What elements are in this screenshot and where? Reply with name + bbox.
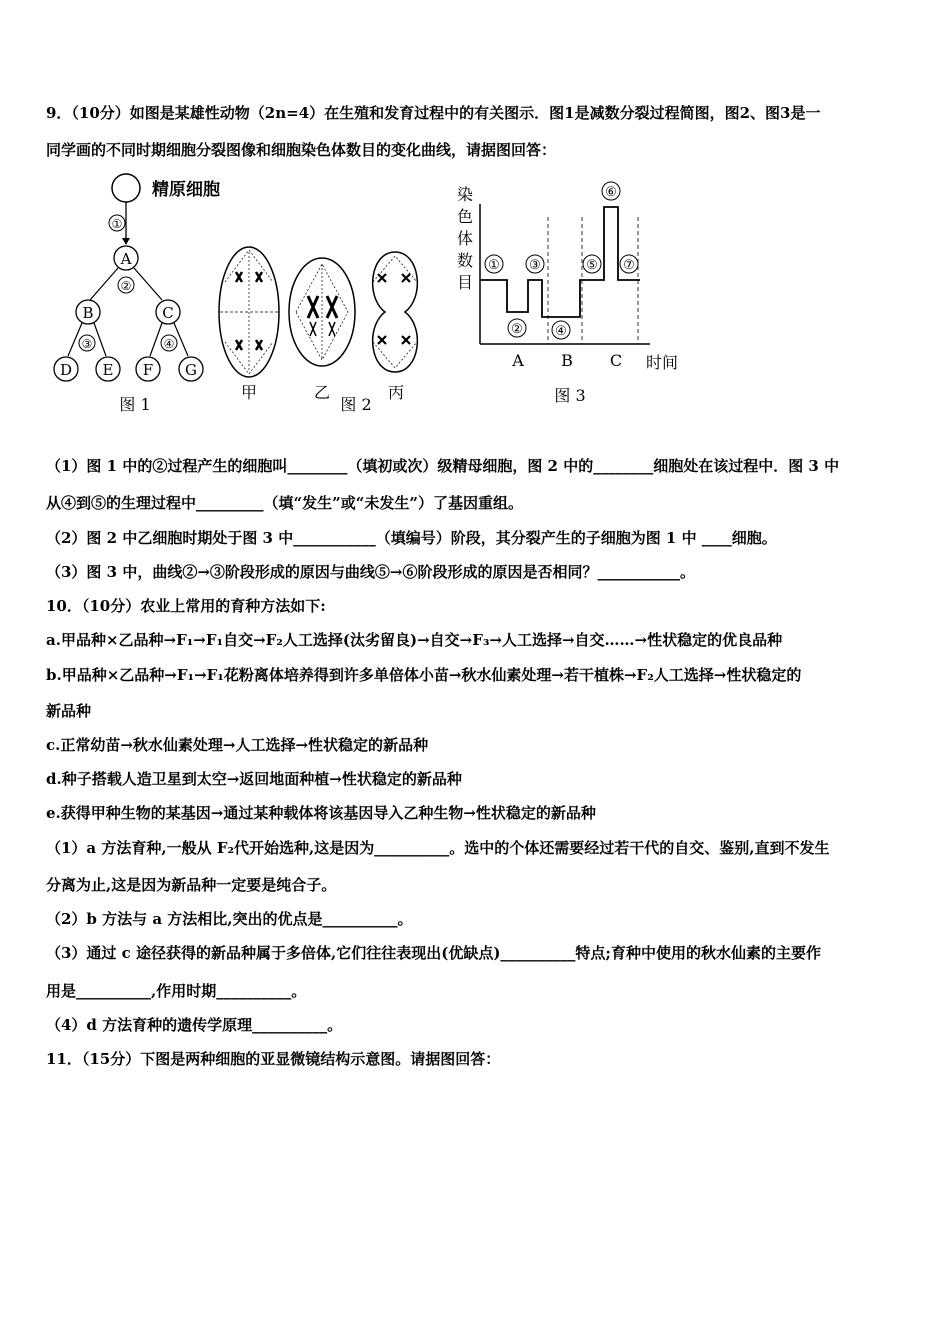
step-4-label: ④ <box>163 337 175 351</box>
chromosome-curve <box>480 207 640 317</box>
step-2-label: ② <box>120 279 132 293</box>
x-axis-label: 时间 <box>645 353 679 372</box>
q9-stem-line-2: 同学画的不同时期细胞分裂图像和细胞染色体数目的变化曲线，请据图回答： <box>46 141 557 159</box>
q9-part-3: （3）图 3 中，曲线②→③阶段形成的原因与曲线⑤→⑥阶段形成的原因是否相同？___________。 <box>46 563 695 581</box>
cell-bing <box>373 252 418 372</box>
q9-part-1-line-1: （1）图 1 中的②过程产生的细胞叫________（填初或次）级精母细胞，图 2 中的________细胞处在该过程中．图 3 中 <box>46 457 840 475</box>
y-axis-label-char-3: 体 <box>456 229 474 248</box>
cell-A-label: A <box>120 250 132 268</box>
q10-part-1-line-2: 分离为止,这是因为新品种一定要是纯合子。 <box>46 876 337 894</box>
cell-C-label: C <box>162 304 174 322</box>
segment-4-label: ④ <box>555 324 567 339</box>
q9-part-2: （2）图 2 中乙细胞时期处于图 3 中___________（填编号）阶段，其分裂产生的子细胞为图 1 中 ____细胞。 <box>46 529 777 547</box>
x-mark-B: B <box>561 351 573 370</box>
q10-part-3-line-2: 用是__________,作用时期__________。 <box>46 982 307 1000</box>
cell-G-label: G <box>185 361 197 379</box>
segment-5-label: ⑤ <box>586 258 598 273</box>
segment-2-label: ② <box>511 322 523 337</box>
q10-part-1-line-1: （1）a 方法育种,一般从 F₂代开始选种,这是因为__________。选中的个体还需要经过若干代的自交、鉴别,直到不发生 <box>46 839 830 857</box>
segment-6-label: ⑥ <box>605 185 617 200</box>
step-3-label: ③ <box>81 337 93 351</box>
y-axis-label-char-4: 数 <box>456 251 474 270</box>
q10-method-c: c.正常幼苗→秋水仙素处理→人工选择→性状稳定的新品种 <box>46 736 429 754</box>
figure-3 <box>457 182 678 405</box>
cell-E-label: E <box>102 361 114 379</box>
q9-stem-line-1: 9．（10分）如图是某雄性动物（2n=4）在生殖和发育过程中的有关图示．图1是减数分裂过程简图，图2、图3是一 <box>46 104 821 122</box>
cell-jia-label: 甲 <box>240 383 258 402</box>
figure-3-caption: 图 3 <box>554 386 586 405</box>
segment-7-label: ⑦ <box>623 258 635 273</box>
spermatogonium-cell <box>112 174 140 202</box>
y-axis-label <box>457 185 473 292</box>
q10-method-d: d.种子搭载人造卫星到太空→返回地面种植→性状稳定的新品种 <box>46 770 462 788</box>
q9-figures <box>40 172 720 422</box>
cell-yi-label: 乙 <box>313 383 331 402</box>
cell-B-label: B <box>82 304 94 322</box>
q10-part-2: （2）b 方法与 a 方法相比,突出的优点是__________。 <box>46 910 413 928</box>
q10-method-a: a.甲品种×乙品种→F₁→F₁自交→F₂人工选择(汰劣留良)→自交→F₃→人工选择→自交……→性状稳定的优良品种 <box>46 631 783 649</box>
step-1-label: ① <box>111 217 123 231</box>
y-axis-label-char-1: 染 <box>456 185 474 204</box>
figure-1 <box>54 174 220 414</box>
figure-1-title: 精原细胞 <box>152 180 220 200</box>
figure-1-caption: 图 1 <box>119 395 151 414</box>
q10-method-b-line-1: b.甲品种×乙品种→F₁→F₁花粉离体培养得到许多单倍体小苗→秋水仙素处理→若干植株→F₂人工选择→性状稳定的 <box>46 666 802 684</box>
q10-method-b-line-2: 新品种 <box>46 702 92 720</box>
q9-part-1-line-2: 从④到⑤的生理过程中_________（填“发生”或“未发生”）了基因重组。 <box>46 494 524 512</box>
y-axis-label-char-2: 色 <box>456 207 474 226</box>
q11-stem: 11．（15分）下图是两种细胞的亚显微镜结构示意图。请据图回答： <box>46 1050 501 1068</box>
q10-part-4: （4）d 方法育种的遗传学原理__________。 <box>46 1016 343 1034</box>
cell-F-label: F <box>142 361 154 379</box>
q10-part-3-line-1: （3）通过 c 途径获得的新品种属于多倍体,它们往往表现出(优缺点)__________特点;育种中使用的秋水仙素的主要作 <box>46 944 821 962</box>
cell-bing-label: 丙 <box>387 383 405 402</box>
y-axis-label-char-5: 目 <box>456 273 474 292</box>
segment-1-label: ① <box>488 258 500 273</box>
figure-2 <box>219 247 417 414</box>
q10-method-e: e.获得甲种生物的某基因→通过某种载体将该基因导入乙种生物→性状稳定的新品种 <box>46 804 596 822</box>
figure-2-caption: 图 2 <box>340 395 372 414</box>
cell-D-label: D <box>59 361 73 379</box>
segment-3-label: ③ <box>529 258 541 273</box>
q10-stem: 10．（10分）农业上常用的育种方法如下: <box>46 597 326 615</box>
x-mark-C: C <box>609 351 623 370</box>
x-mark-A: A <box>512 351 524 370</box>
